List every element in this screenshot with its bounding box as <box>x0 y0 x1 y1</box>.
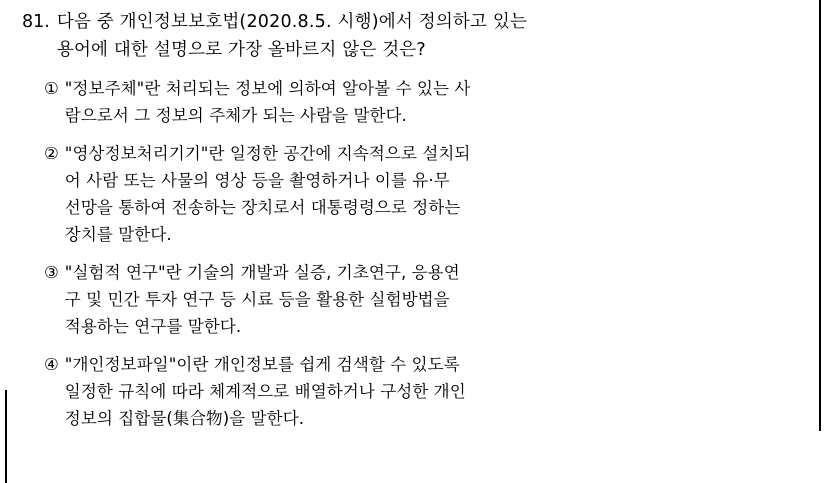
choice-line: 정보의 집합물(集合物)을 말한다. <box>64 409 305 428</box>
choice-marker-icon: ④ <box>44 355 59 374</box>
choice-line: "개인정보파일"이란 개인정보를 쉽게 검색할 수 있도록 <box>64 355 460 374</box>
choice-marker-icon: ① <box>44 79 59 98</box>
choice-line: 적용하는 연구를 말한다. <box>64 317 242 336</box>
choice-option-3[interactable] <box>44 259 802 340</box>
choice-line: 일정한 규칙에 따라 체계적으로 배열하거나 구성한 개인 <box>64 382 466 401</box>
page-left-rule <box>5 390 7 483</box>
choice-option-4[interactable] <box>44 351 802 432</box>
question-stem-line: 용어에 대한 설명으로 가장 올바르지 않은 것은? <box>56 40 426 60</box>
choice-marker-icon: ③ <box>44 263 59 282</box>
page-right-rule <box>819 0 821 431</box>
question-heading <box>22 8 802 64</box>
choice-option-1[interactable] <box>44 75 802 129</box>
choice-option-2[interactable] <box>44 140 802 248</box>
choice-line: "실험적 연구"란 기술의 개발과 실증, 기초연구, 응용연 <box>64 263 460 282</box>
choice-line: 람으로서 그 정보의 주체가 되는 사람을 말한다. <box>64 106 407 125</box>
choice-line: "정보주체"란 처리되는 정보에 의하여 알아볼 수 있는 사 <box>64 79 471 98</box>
question-stem <box>57 8 802 64</box>
choice-text <box>65 259 802 340</box>
choice-text <box>65 351 802 432</box>
choice-line: 어 사람 또는 사물의 영상 등을 촬영하거나 이를 유·무 <box>64 171 450 190</box>
choice-line: 선망을 통하여 전송하는 장치로서 대통령령으로 정하는 <box>64 198 461 217</box>
choice-line: 장치를 말한다. <box>64 225 172 244</box>
choice-text <box>65 140 802 248</box>
question-number: 81. <box>22 12 50 32</box>
choice-list <box>22 75 802 432</box>
question-block <box>22 8 802 443</box>
question-stem-line: 다음 중 개인정보보호법(2020.8.5. 시행)에서 정의하고 있는 <box>56 12 528 32</box>
choice-marker-icon: ② <box>44 144 59 163</box>
choice-line: "영상정보처리기기"란 일정한 공간에 지속적으로 설치되 <box>64 144 471 163</box>
choice-text <box>65 75 802 129</box>
choice-line: 구 및 민간 투자 연구 등 시료 등을 활용한 실험방법을 <box>64 290 450 309</box>
